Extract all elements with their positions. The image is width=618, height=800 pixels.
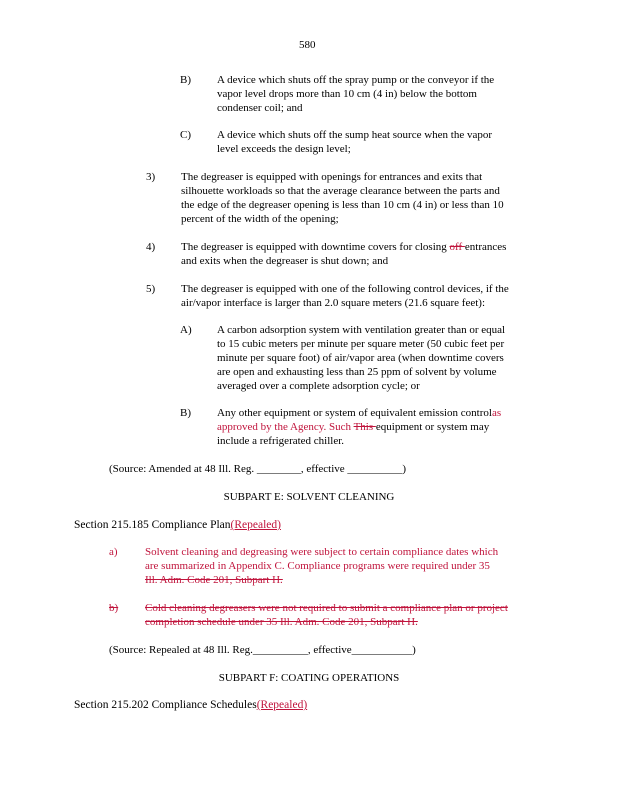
subpart-e-heading: SUBPART E: SOLVENT CLEANING: [223, 491, 395, 503]
para-185b-line: Cold cleaning degreasers were not required to submit a compliance plan or project: [145, 602, 508, 614]
item-4-text-b: entrances: [464, 241, 507, 253]
item-5a-line: minute per square foot) of air/vapor area (when downtime covers: [217, 352, 504, 364]
source-note-repealed: [109, 643, 416, 657]
item-4-text-a: The degreaser is equipped with downtime covers for closing: [181, 241, 450, 253]
para-185b-label: b): [109, 602, 119, 614]
item-c-label: C): [180, 129, 191, 141]
register-blank: __________: [252, 644, 308, 656]
item-3-line: The degreaser is equipped with openings for entrances and exits that: [181, 171, 483, 183]
item-5-line: air/vapor interface is larger than 2.0 square meters (21.6 square feet):: [181, 297, 485, 309]
item-5b-text-b: equipment or system may: [375, 421, 490, 433]
source-note-amended: [109, 462, 406, 476]
item-4-line-2: and exits when the degreaser is shut down; and: [181, 255, 389, 267]
item-5a-line: to 15 cubic meters per minute per square meter (50 cubic feet per: [217, 338, 505, 350]
item-b-label: B): [180, 74, 191, 86]
source-text: (Source: Repealed at 48 Ill. Reg.: [109, 644, 253, 656]
item-5-line: The degreaser is equipped with one of the following control devices, if the: [181, 283, 509, 295]
item-5-text: [181, 282, 571, 310]
item-3-line: the edge of the degreaser opening is less than 10 cm (4 in) or less than 10: [181, 199, 504, 211]
source-text: ): [412, 644, 416, 656]
item-5-label: 5): [146, 283, 156, 295]
section-185-heading: [74, 518, 281, 532]
para-185a-line: are summarized in Appendix C. Compliance programs were required under 35: [145, 560, 490, 572]
item-5b-line-3: include a refrigerated chiller.: [217, 435, 345, 447]
para-185a-deleted-line: Ill. Adm. Code 201, Subpart H.: [145, 574, 283, 586]
section-185-title: Section 215.185 Compliance Plan: [74, 519, 231, 531]
item-5b-deleted-text: This: [353, 421, 376, 433]
page-number: 580: [299, 39, 316, 51]
item-5a-text: [217, 323, 557, 393]
item-5a-label: A): [180, 324, 192, 336]
effective-date-blank: ___________: [351, 644, 413, 656]
repealed-marker: (Repealed): [230, 519, 281, 531]
source-text: , effective: [307, 644, 352, 656]
source-text: , effective: [300, 463, 348, 475]
item-5b-line-1: [217, 406, 567, 420]
item-5b-line-2: [217, 420, 567, 434]
para-185b-text: [145, 601, 545, 629]
item-5b-text-a: Any other equipment or system of equivalent emission control: [217, 407, 492, 419]
item-4-text: [181, 240, 561, 268]
source-text: (Source: Amended at 48 Ill. Reg.: [109, 463, 257, 475]
item-4-line-1: [181, 240, 561, 254]
item-4-deleted-text: off: [449, 241, 465, 253]
register-blank: ________: [256, 463, 301, 475]
item-5b-label: B): [180, 407, 191, 419]
item-5b-inserted-text: as: [491, 407, 502, 419]
effective-date-blank: __________: [347, 463, 403, 475]
item-b-line: condenser coil; and: [217, 102, 303, 114]
para-185b-line: completion schedule under 35 Ill. Adm. Code 201, Subpart H.: [145, 616, 418, 628]
item-5b-inserted-text: approved by the Agency. Such: [217, 421, 354, 433]
para-185a-text: [145, 545, 545, 587]
item-5a-line: are open and exhausting less than 25 ppm of solvent by volume: [217, 366, 497, 378]
subpart-f-heading: SUBPART F: COATING OPERATIONS: [218, 672, 400, 684]
item-5b-text: [217, 406, 567, 448]
item-b-line: A device which shuts off the spray pump or the conveyor if the: [217, 74, 495, 86]
item-b-line: vapor level drops more than 10 cm (4 in) below the bottom: [217, 88, 477, 100]
para-185a-line: Solvent cleaning and degreasing were subject to certain compliance dates which: [145, 546, 499, 558]
item-3-label: 3): [146, 171, 156, 183]
item-b-text: [217, 73, 547, 115]
repealed-marker: (Repealed): [256, 699, 308, 711]
item-3-text: [181, 170, 561, 226]
source-text: ): [402, 463, 407, 475]
item-5a-line: A carbon adsorption system with ventilation greater than or equal: [217, 324, 506, 336]
item-5a-line: averaged over a complete adsorption cycle; or: [217, 380, 420, 392]
item-3-line: silhouette workloads so that the average clearance between the parts and: [181, 185, 500, 197]
item-c-line: A device which shuts off the sump heat source when the vapor: [217, 129, 493, 141]
para-185a-label: a): [109, 546, 118, 558]
section-202-title: Section 215.202 Compliance Schedules: [74, 699, 257, 711]
section-202-heading: [74, 698, 307, 712]
item-4-label: 4): [146, 241, 156, 253]
item-c-line: level exceeds the design level;: [217, 143, 351, 155]
item-3-line: percent of the width of the opening;: [181, 213, 339, 225]
item-c-text: [217, 128, 547, 156]
